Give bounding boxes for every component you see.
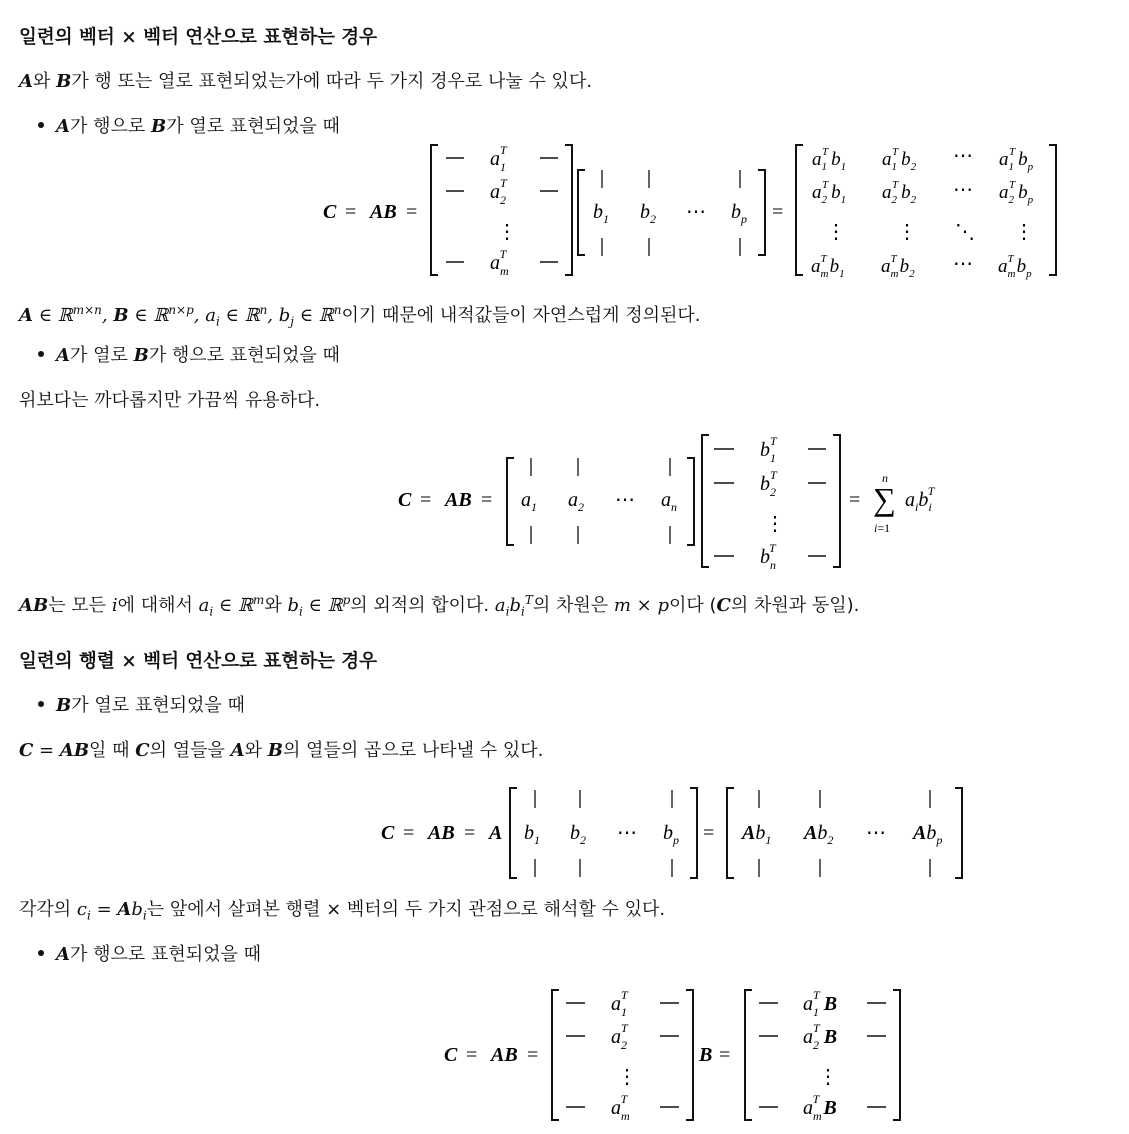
section2-heading	[19, 650, 377, 674]
bullet-text: 가 열로 표현되었을 때	[71, 695, 245, 716]
math-A: A	[56, 944, 70, 965]
math-A: A	[230, 740, 245, 761]
svg-text:=: =	[464, 822, 476, 844]
bullet-dot	[38, 351, 44, 357]
column-interpretation: 각각의 $c_i = Ab_i$는 앞에서 살펴본 행렬 × 벡터의 두 가지 관점으로 해석할 수 있다.	[19, 899, 666, 923]
svg-text:C: C	[444, 1044, 458, 1066]
svg-text:⋮: ⋮	[765, 513, 785, 535]
svg-text:=: =	[345, 201, 357, 223]
svg-text:an: $a_n$	[661, 489, 677, 514]
heading-text: 일련의 행렬	[19, 651, 115, 672]
line-text: 의 열들을	[149, 740, 225, 761]
svg-text:⋮: ⋮	[826, 221, 846, 243]
svg-text:=: =	[406, 201, 418, 223]
svg-text:⋮: ⋮	[1014, 221, 1034, 243]
svg-text:=: =	[703, 822, 715, 844]
summary-text: 와	[264, 595, 282, 616]
svg-text:a2: $a_2$	[568, 489, 584, 514]
intro-text: 와	[32, 71, 51, 92]
svg-text:=: =	[481, 489, 493, 511]
line-text: 일 때	[89, 740, 130, 761]
bullet-item	[38, 694, 245, 718]
svg-text:AB: AB	[445, 489, 472, 511]
svg-text:amTb2: $a_mT$ $b_2$	[881, 253, 915, 280]
math-B: B	[56, 695, 72, 716]
svg-text:⋯: ⋯	[953, 253, 973, 275]
svg-text:AB: AB	[370, 201, 397, 223]
svg-text:bp: $b_p$	[731, 201, 747, 226]
svg-text:b1: $b_1$	[593, 201, 609, 226]
svg-text:⋮: ⋮	[497, 221, 517, 243]
svg-text:=: =	[719, 1044, 731, 1066]
svg-text:A: A	[489, 822, 503, 844]
column-line: C = AB일 때 C의 열들을 A와 B의 열들의 곱으로 나타낼 수 있다.	[19, 740, 544, 761]
dimension-note: A ∈ ℝ$^{m\times n}$, B ∈ ℝ$^{n\times p}$, $a_i$ ∈ ℝ$^n$, $b_j$ ∈ ℝ$^n$이기 때문에 내적값들이 자연스럽게 정의된다.	[19, 303, 701, 329]
svg-text:a1TB: $a_1T$ B	[803, 988, 838, 1019]
svg-text:amTB: $a_mT$ B	[803, 1092, 837, 1123]
svg-text:⋮: ⋮	[897, 221, 917, 243]
svg-text:b2: $b_2$	[640, 201, 656, 226]
equation-inner-product	[0, 140, 1129, 289]
svg-text:a1Tb2: $a_1T$ $b_2$	[882, 146, 917, 173]
math-B: B	[133, 345, 149, 366]
svg-text:amT: $a_mT$	[490, 247, 509, 278]
note-line	[19, 389, 320, 413]
svg-text:a1T: $a_1T$	[611, 988, 628, 1019]
svg-text:=: =	[772, 201, 784, 223]
svg-text:b1: $b_1$	[524, 822, 540, 847]
svg-text:a1T: $a_1T$	[490, 143, 507, 174]
svg-text:amT: $a_mT$	[611, 1092, 630, 1123]
svg-text:Ab2: $Ab_2$	[804, 822, 834, 847]
svg-text:AB: AB	[428, 822, 455, 844]
svg-text:Abp: $Ab_p$	[913, 822, 943, 847]
bullet-dot	[38, 701, 44, 707]
summary-text: 는 모든	[48, 595, 107, 616]
svg-text:⋯: ⋯	[953, 179, 973, 201]
svg-text:a2T: $a_2T$	[611, 1021, 628, 1052]
svg-text:∑: ∑	[873, 481, 896, 517]
bullet-item	[38, 344, 340, 368]
bullet-dot	[38, 122, 44, 128]
svg-text:⋱: ⋱	[955, 221, 975, 243]
svg-text:a1Tb1: $a_1T$ $b_1$	[812, 146, 847, 173]
intro-text: 가 행 또는 열로 표현되었는가에 따라 두 가지 경우로 나눌 수 있다.	[71, 71, 593, 92]
svg-text:⋯: ⋯	[617, 822, 637, 844]
summary-text: 의 차원은	[532, 595, 609, 616]
svg-text:a1: $a_1$	[521, 489, 537, 514]
section1-heading	[19, 26, 377, 50]
svg-text:i=1: i=1	[874, 521, 891, 535]
svg-text:a2TB: $a_2T$ B	[803, 1021, 838, 1052]
svg-text:bnT: $b_nT$	[760, 541, 776, 572]
svg-text:b1T: $b_1T$	[760, 434, 777, 465]
svg-text:⋮: ⋮	[617, 1066, 637, 1088]
svg-text:=: =	[420, 489, 432, 511]
times-symbol: ×	[121, 651, 137, 672]
math-B: B	[150, 116, 167, 137]
svg-text:⋯: ⋯	[953, 145, 973, 167]
note-text: 위보다는 까다롭지만 가끔씩 유용하다.	[19, 390, 321, 411]
svg-text:⋯: ⋯	[866, 822, 886, 844]
svg-text:b2: $b_2$	[570, 822, 586, 847]
svg-text:=: =	[527, 1044, 539, 1066]
math-C: C	[716, 595, 731, 616]
note-text: 이기 때문에 내적값들이 자연스럽게 정의된다.	[341, 305, 701, 326]
summary-text: 에 대해서	[117, 595, 193, 616]
svg-text:Ab1: $Ab_1$	[742, 822, 772, 847]
svg-text:=: =	[466, 1044, 478, 1066]
svg-text:C: C	[381, 822, 395, 844]
heading-text: 일련의 벡터	[19, 27, 115, 48]
bullet-item	[38, 115, 340, 139]
svg-text:b2T: $b_2T$	[760, 468, 777, 499]
heading-text: 벡터 연산으로 표현하는 경우	[143, 27, 377, 48]
math-i: i	[111, 595, 118, 616]
bullet-text: 가 행으로 표현되었을 때	[69, 944, 262, 965]
svg-text:=: =	[403, 822, 415, 844]
svg-text:⋯: ⋯	[615, 489, 635, 511]
line-text: 의 열들의 곱으로 나타낼 수 있다.	[282, 740, 544, 761]
svg-text:AB: AB	[491, 1044, 518, 1066]
math-A: A	[19, 71, 33, 92]
svg-text:a2T: $a_2T$	[490, 176, 507, 207]
bullet-item	[38, 943, 261, 967]
equation-matrix-rows	[0, 985, 1129, 1134]
line-text: 각각의	[19, 899, 72, 920]
line-text: 는 앞에서 살펴본 행렬 × 벡터의 두 가지 관점으로 해석할 수 있다.	[146, 899, 666, 920]
summary-text: 의 차원과 동일).	[730, 595, 860, 616]
svg-text:a1Tbp: $a_1T$ $b_p$	[999, 146, 1034, 173]
svg-text:a2Tb2: $a_2T$ $b_2$	[882, 179, 917, 206]
summary-text: 이다 (	[668, 595, 717, 616]
summary-text: 의 외적의 합이다.	[350, 595, 490, 616]
equation-outer-product	[0, 430, 1129, 579]
svg-text:⋯: ⋯	[686, 201, 706, 223]
bullet-text: 가 행으로	[69, 116, 146, 137]
bullet-text: 가 행으로 표현되었을 때	[148, 345, 340, 366]
bullet-dot	[38, 950, 44, 956]
svg-text:C: C	[398, 489, 412, 511]
line-text: 와	[244, 740, 262, 761]
math-A: A	[56, 345, 70, 366]
svg-text:⋮: ⋮	[818, 1066, 838, 1088]
outer-product-summary: AB는 모든 i에 대해서 $a_i$ ∈ ℝ$^m$와 $b_i$ ∈ ℝ$^p$의 외적의 합이다. $a_ib_i^T$의 차원은 m × p이다 (C의 차원과 동일).	[19, 593, 860, 619]
svg-text:a2Tbp: $a_2T$ $b_p$	[999, 179, 1034, 206]
equation-matrix-columns	[0, 782, 1129, 891]
svg-text:C: C	[323, 201, 337, 223]
times-symbol: ×	[121, 27, 137, 48]
svg-text:aibiT: $a_ib_iT$	[905, 484, 935, 514]
svg-text:bp: $b_p$	[663, 822, 679, 847]
svg-text:=: =	[849, 489, 861, 511]
svg-text:a2Tb1: $a_2T$ $b_1$	[812, 179, 847, 206]
heading-text: 벡터 연산으로 표현하는 경우	[143, 651, 377, 672]
math-A: A	[56, 116, 70, 137]
svg-text:amTbp: $a_mT$ $b_p$	[998, 253, 1032, 280]
bullet-text: 가 열로 표현되었을 때	[166, 116, 340, 137]
math-B: B	[267, 740, 283, 761]
math-C: C	[135, 740, 150, 761]
math-B: B	[56, 71, 72, 92]
section1-intro	[19, 70, 592, 94]
svg-text:n: n	[882, 471, 888, 485]
bullet-text: 가 열로	[69, 345, 128, 366]
svg-text:B: B	[699, 1044, 713, 1066]
svg-text:amTb1: $a_mT$ $b_1$	[811, 253, 845, 280]
